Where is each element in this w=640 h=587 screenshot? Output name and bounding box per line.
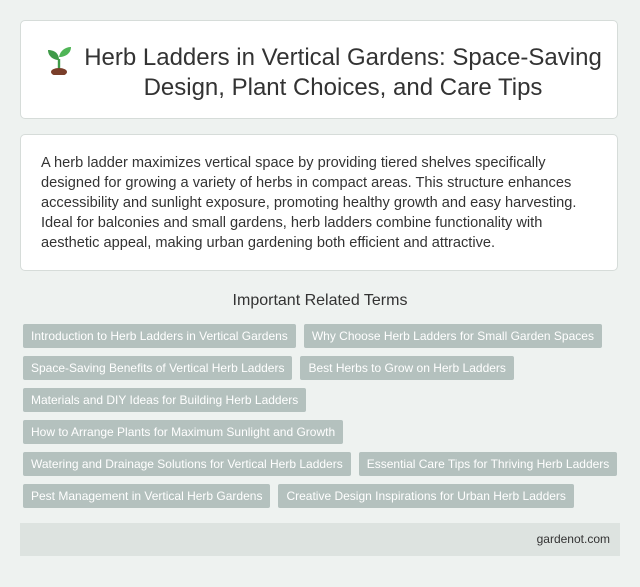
tag-row [23, 324, 623, 356]
related-term-tag[interactable]: Watering and Drainage Solutions for Vertical Herb Ladders [23, 452, 351, 476]
tag-row [23, 356, 623, 388]
sprout-icon [45, 43, 73, 75]
related-term-tag[interactable]: Space-Saving Benefits of Vertical Herb Ladders [23, 356, 292, 380]
related-term-tag[interactable]: Materials and DIY Ideas for Building Herb Ladders [23, 388, 306, 412]
title-card [20, 20, 618, 119]
related-term-tag[interactable]: Pest Management in Vertical Herb Gardens [23, 484, 270, 508]
tag-row [23, 452, 623, 484]
related-term-tag[interactable]: How to Arrange Plants for Maximum Sunlight and Growth [23, 420, 343, 444]
tag-row [23, 388, 623, 420]
related-term-tag[interactable]: Best Herbs to Grow on Herb Ladders [300, 356, 513, 380]
related-term-tag[interactable]: Creative Design Inspirations for Urban Herb Ladders [278, 484, 573, 508]
related-terms-heading: Important Related Terms [232, 292, 408, 309]
footer [20, 523, 620, 556]
tag-row [23, 484, 623, 516]
related-term-tag[interactable]: Introduction to Herb Ladders in Vertical Gardens [23, 324, 296, 348]
page-title: Herb Ladders in Vertical Gardens: Space-Saving Design, Plant Choices, and Care Tips [84, 44, 602, 101]
intro-card [20, 134, 618, 271]
footer-site-name[interactable]: gardenot.com [536, 532, 610, 546]
related-term-tag[interactable]: Essential Care Tips for Thriving Herb Ladders [359, 452, 618, 476]
tag-row [23, 420, 623, 452]
intro-paragraph: A herb ladder maximizes vertical space by providing tiered shelves specifically designed for growing a variety of herbs in compact areas. This structure enhances accessibility and sunlight exposure, promoting healthy growth and easy harvesting. Ideal for balconies and small gardens, herb ladders combine functionality with aesthetic appeal, making urban gardening both efficient and attractive. [41, 155, 577, 251]
related-terms-list [23, 324, 623, 516]
related-term-tag[interactable]: Why Choose Herb Ladders for Small Garden Spaces [304, 324, 602, 348]
